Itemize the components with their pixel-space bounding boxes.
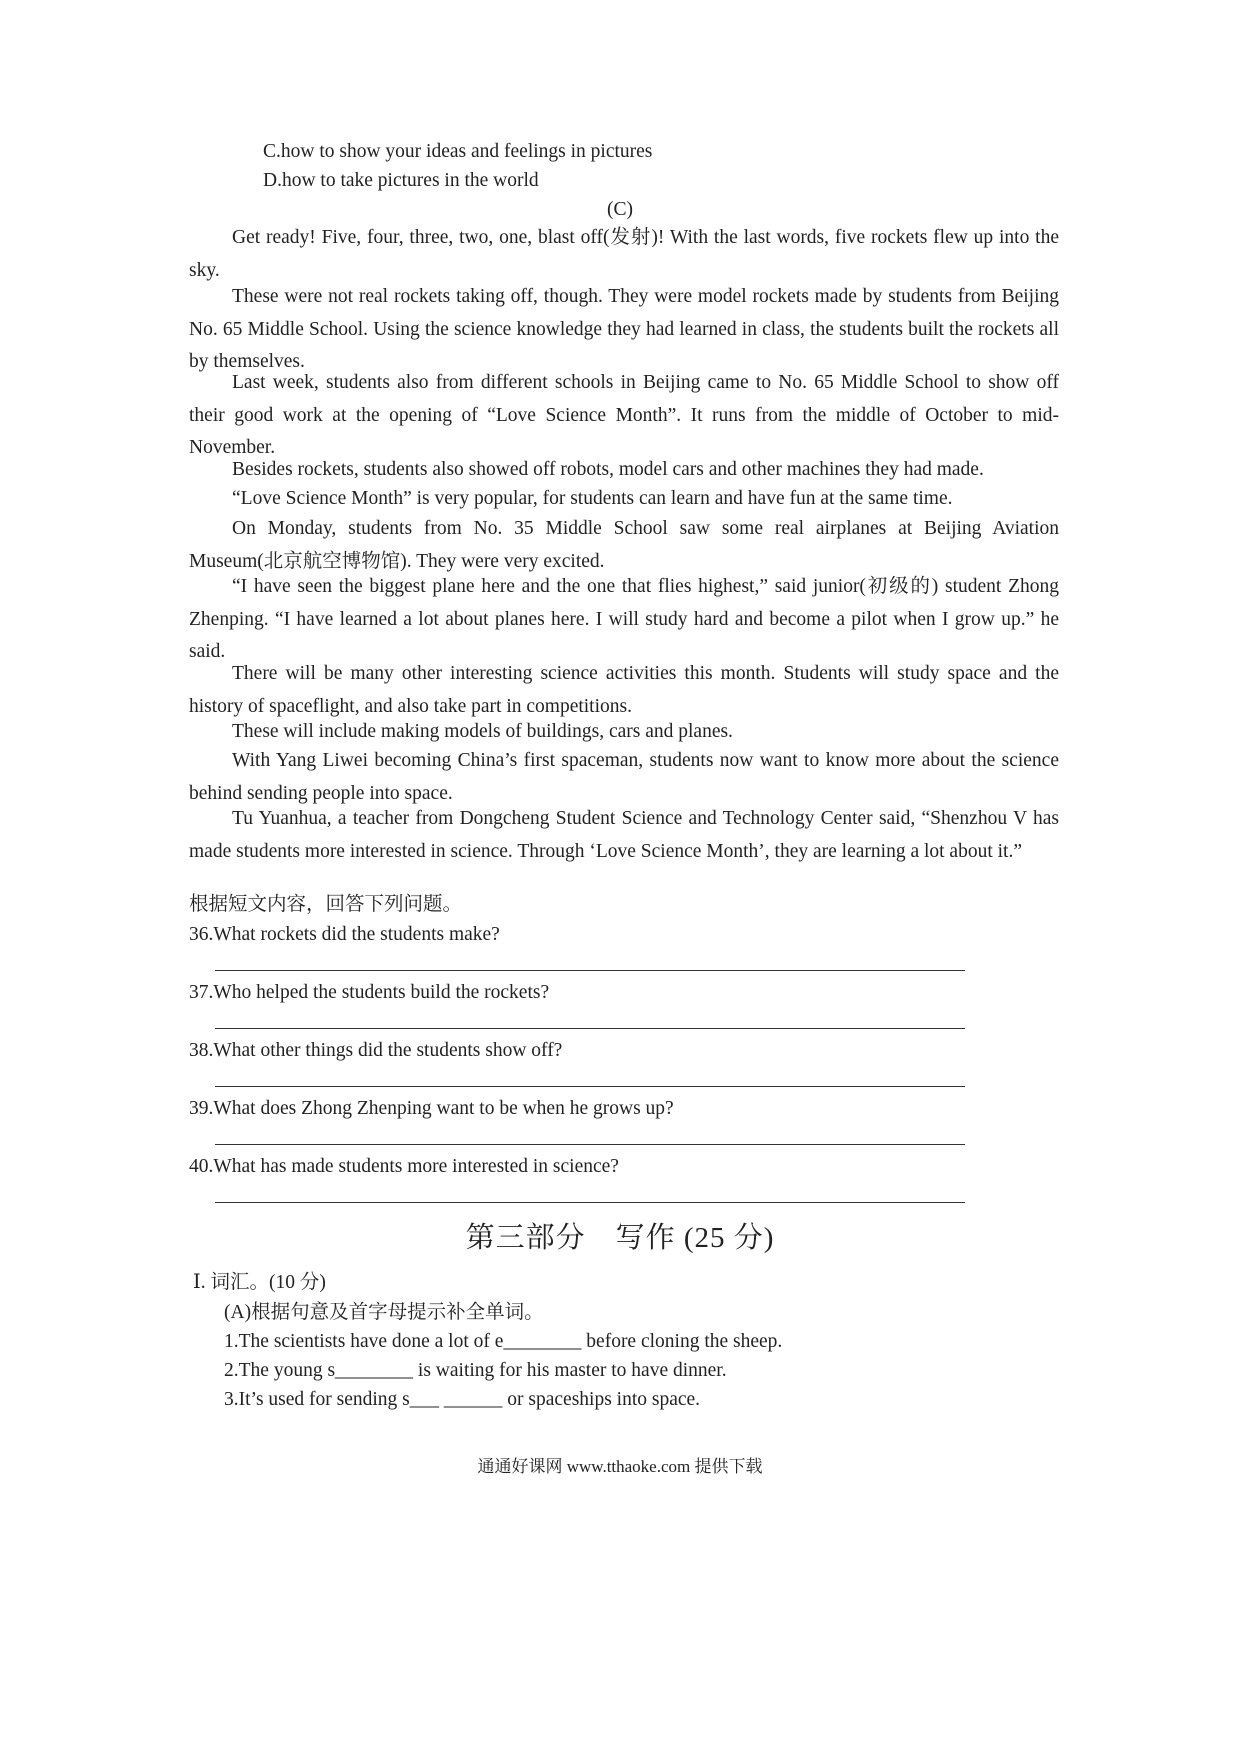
answer-line-40[interactable] — [215, 1202, 965, 1203]
section-title: 第三部分 写作 (25 分) — [465, 1222, 775, 1254]
passage-paragraph-6: On Monday, students from No. 35 Middle School saw some real airplanes at Beijing Aviation Museum(北京航空博物馆). They were very excited. — [189, 518, 1059, 572]
question-36: 36.What rockets did the students make? — [189, 924, 500, 945]
footer: 通通好课网 www.tthaoke.com 提供下载 — [477, 1457, 763, 1476]
passage-label: (C) — [607, 199, 633, 220]
passage-paragraph-7: “I have seen the biggest plane here and the one that flies highest,” said junior(初级的) student Zhong Zhenping. “I have learned a lot about planes here. I will study hard and become a pilot when I grow up.” he said. — [189, 576, 1059, 662]
passage-paragraph-10: With Yang Liwei becoming China’s first spaceman, students now want to know more about the science behind sending people into space. — [189, 750, 1059, 804]
question-38: 38.What other things did the students show off? — [189, 1040, 563, 1061]
answer-line-36[interactable] — [215, 970, 965, 971]
passage-paragraph-2: These were not real rockets taking off, though. They were model rockets made by students from Beijing No. 65 Middle School. Using the science knowledge they had learned in class, the students built the rockets all by themselves. — [189, 286, 1059, 372]
passage-paragraph-5: “Love Science Month” is very popular, for students can learn and have fun at the same time. — [232, 488, 953, 509]
option-c: C.how to show your ideas and feelings in pictures — [263, 141, 653, 162]
instruction: 根据短文内容，回答下列问题。 — [189, 894, 463, 915]
question-39: 39.What does Zhong Zhenping want to be when he grows up? — [189, 1098, 674, 1119]
answer-line-37[interactable] — [215, 1028, 965, 1029]
answer-line-38[interactable] — [215, 1086, 965, 1087]
question-40: 40.What has made students more interested in science? — [189, 1156, 619, 1177]
option-d: D.how to take pictures in the world — [263, 170, 539, 191]
vocab-item-1: 1.The scientists have done a lot of e________ before cloning the sheep. — [224, 1331, 783, 1352]
passage-paragraph-11: Tu Yuanhua, a teacher from Dongcheng Student Science and Technology Center said, “Shenzhou V has made students more interested in science. Through ‘Love Science Month’, they are learning a lot about it.” — [189, 808, 1059, 862]
passage-paragraph-8: There will be many other interesting science activities this month. Students will study space and the history of spaceflight, and also take part in competitions. — [189, 663, 1059, 717]
vocab-heading: Ⅰ. 词汇。(10 分) — [193, 1272, 326, 1293]
vocab-item-2: 2.The young s________ is waiting for his master to have dinner. — [224, 1360, 727, 1381]
passage-paragraph-3: Last week, students also from different schools in Beijing came to No. 65 Middle School to show off their good work at the opening of “Love Science Month”. It runs from the middle of October to mid-November. — [189, 372, 1059, 458]
vocab-item-3: 3.It’s used for sending s___ ______ or spaceships into space. — [224, 1389, 701, 1410]
answer-line-39[interactable] — [215, 1144, 965, 1145]
passage-paragraph-9: These will include making models of buildings, cars and planes. — [232, 721, 733, 742]
passage-paragraph-4: Besides rockets, students also showed off robots, model cars and other machines they had made. — [232, 459, 984, 480]
question-37: 37.Who helped the students build the rockets? — [189, 982, 550, 1003]
passage-paragraph-1: Get ready! Five, four, three, two, one, blast off(发射)! With the last words, five rockets flew up into the sky. — [189, 227, 1059, 281]
vocab-sub-heading: (A)根据句意及首字母提示补全单词。 — [224, 1302, 544, 1323]
